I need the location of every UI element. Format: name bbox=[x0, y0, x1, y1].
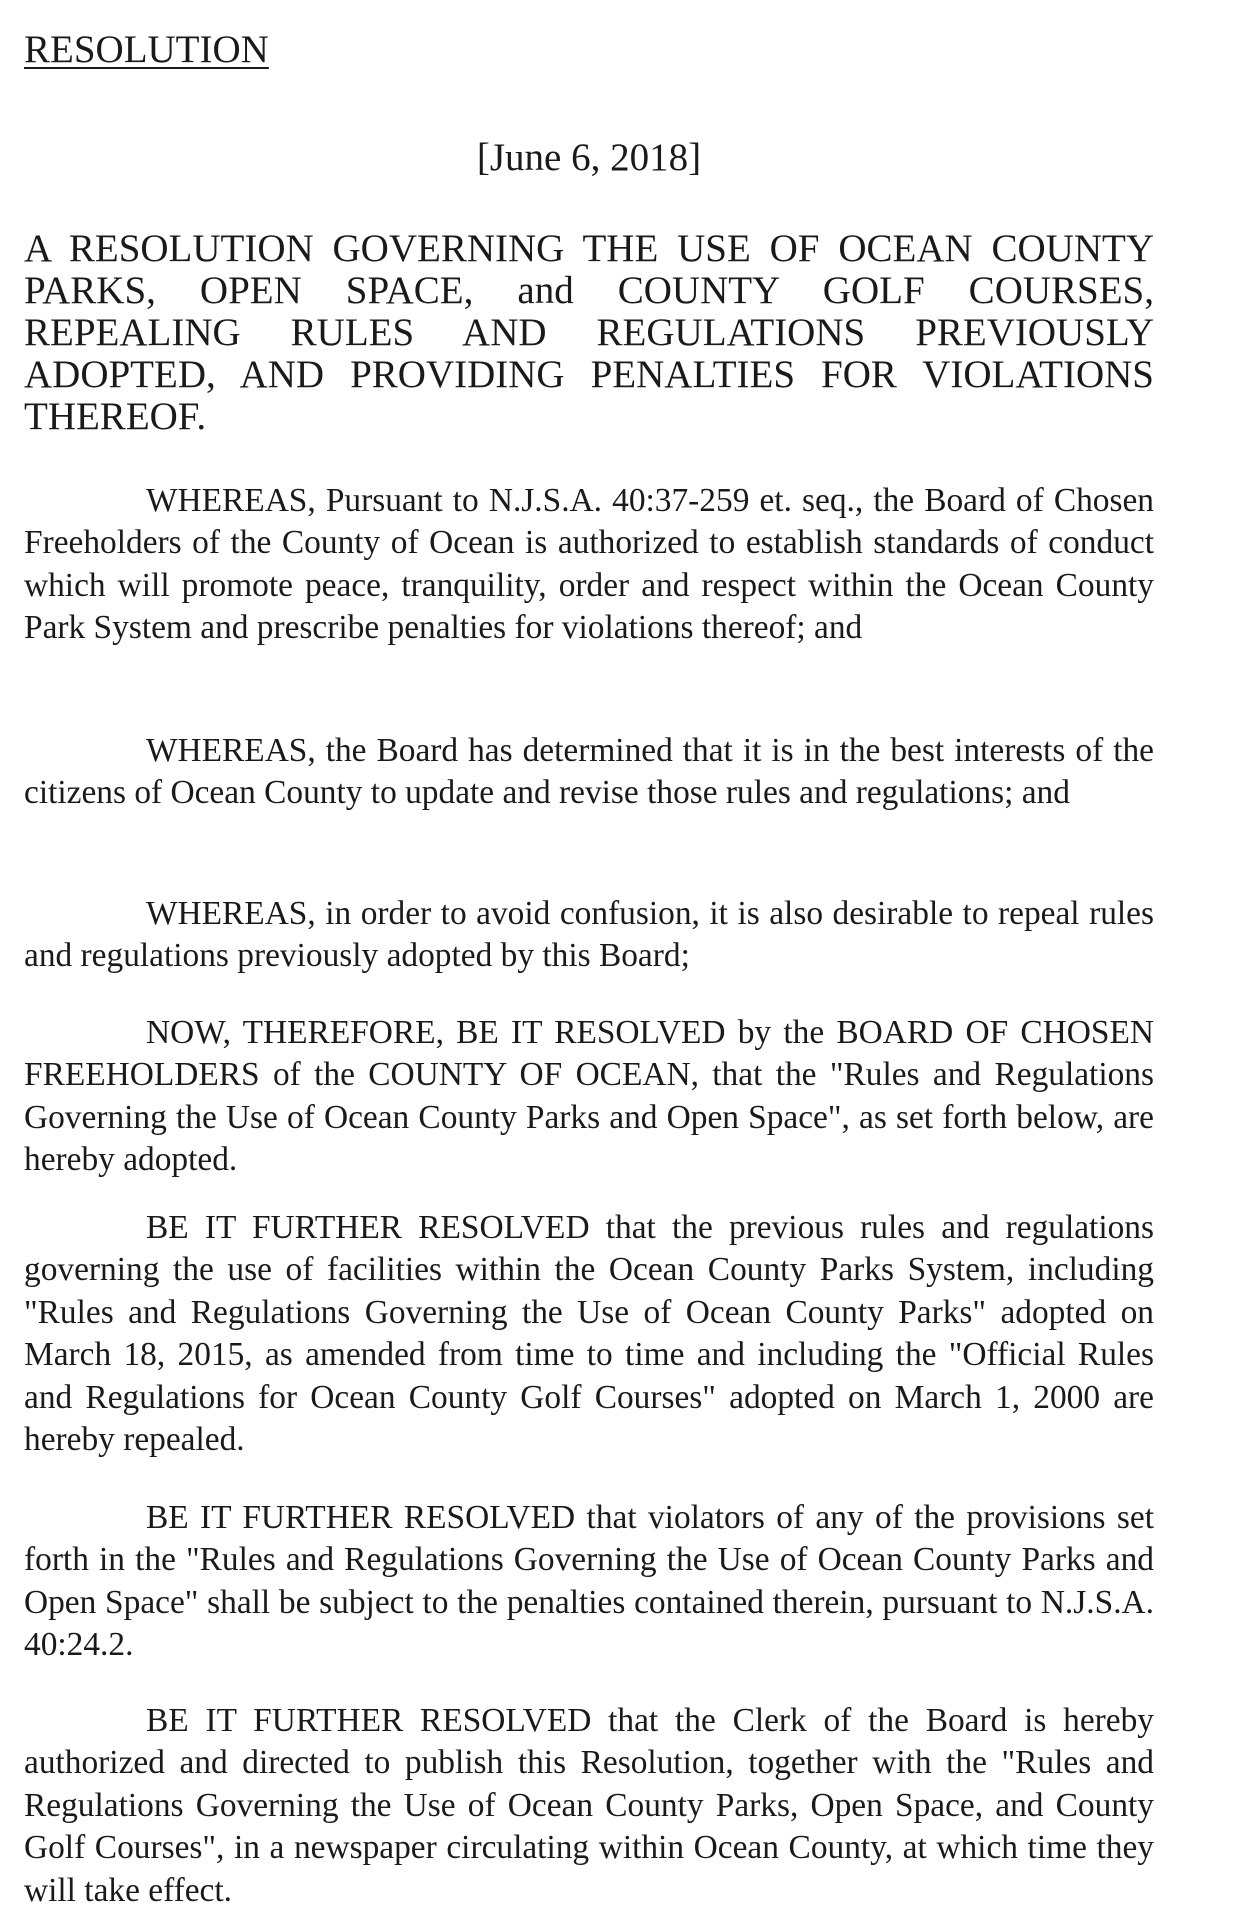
resolved-publication-paragraph bbox=[24, 1700, 1154, 1912]
paragraph-text: WHEREAS, Pursuant to N.J.S.A. 40:37-259 et. seq., the Board of Chosen Freeholders of the County of Ocean is authorized to establish standards of conduct which will promote peace, tranquility, order and respect within the Ocean County Park System and prescribe penalties for violations thereof; and bbox=[24, 482, 1154, 647]
paragraph-text: BE IT FURTHER RESOLVED that violators of any of the provisions set forth in the "Rules and Regulations Governing the Use of Ocean County Parks and Open Space" shall be subject to the penalties contained therein, pursuant to N.J.S.A. 40:24.2. bbox=[24, 1499, 1154, 1664]
resolution-title bbox=[24, 228, 1154, 438]
resolved-repeal-paragraph bbox=[24, 1207, 1154, 1461]
whereas-update-paragraph bbox=[24, 730, 1154, 815]
whereas-repeal-paragraph bbox=[24, 893, 1154, 978]
resolution-date: [June 6, 2018] bbox=[476, 136, 702, 179]
title-line: PARKS, OPEN SPACE, and COUNTY GOLF COURSES, bbox=[24, 269, 1154, 312]
title-line: A RESOLUTION GOVERNING THE USE OF OCEAN COUNTY bbox=[24, 227, 1154, 270]
title-line: ADOPTED, AND PROVIDING PENALTIES FOR VIOLATIONS bbox=[24, 353, 1154, 396]
paragraph-text: NOW, THEREFORE, BE IT RESOLVED by the BOARD OF CHOSEN FREEHOLDERS of the COUNTY OF OCEAN, that the "Rules and Regulations Governing the Use of Ocean County Parks and Open Space", as set forth below, are hereby adopted. bbox=[24, 1014, 1154, 1179]
resolved-adoption-paragraph bbox=[24, 1012, 1154, 1182]
paragraph-text: BE IT FURTHER RESOLVED that the Clerk of the Board is hereby authorized and directed to publish this Resolution, together with the "Rules and Regulations Governing the Use of Ocean County Parks, Open Space, and County Golf Courses", in a newspaper circulating within Ocean County, at which time they will take effect. bbox=[24, 1702, 1154, 1909]
title-line: THEREOF. bbox=[24, 395, 207, 438]
whereas-authority-paragraph bbox=[24, 480, 1154, 650]
title-line: REPEALING RULES AND REGULATIONS PREVIOUSLY bbox=[24, 311, 1154, 354]
paragraph-text: WHEREAS, in order to avoid confusion, it is also desirable to repeal rules and regulations previously adopted by this Board; bbox=[24, 895, 1154, 975]
paragraph-text: BE IT FURTHER RESOLVED that the previous rules and regulations governing the use of facilities within the Ocean County Parks System, including "Rules and Regulations Governing the Use of Ocean County Parks" adopted on March 18, 2015, as amended from time to time and including the "Official Rules and Regulations for Ocean County Golf Courses" adopted on March 1, 2000 are hereby repealed. bbox=[24, 1209, 1154, 1459]
paragraph-text: WHEREAS, the Board has determined that it is in the best interests of the citizens of Ocean County to update and revise those rules and regulations; and bbox=[24, 732, 1154, 812]
document-heading: RESOLUTION bbox=[24, 28, 269, 71]
resolved-penalties-paragraph bbox=[24, 1497, 1154, 1667]
